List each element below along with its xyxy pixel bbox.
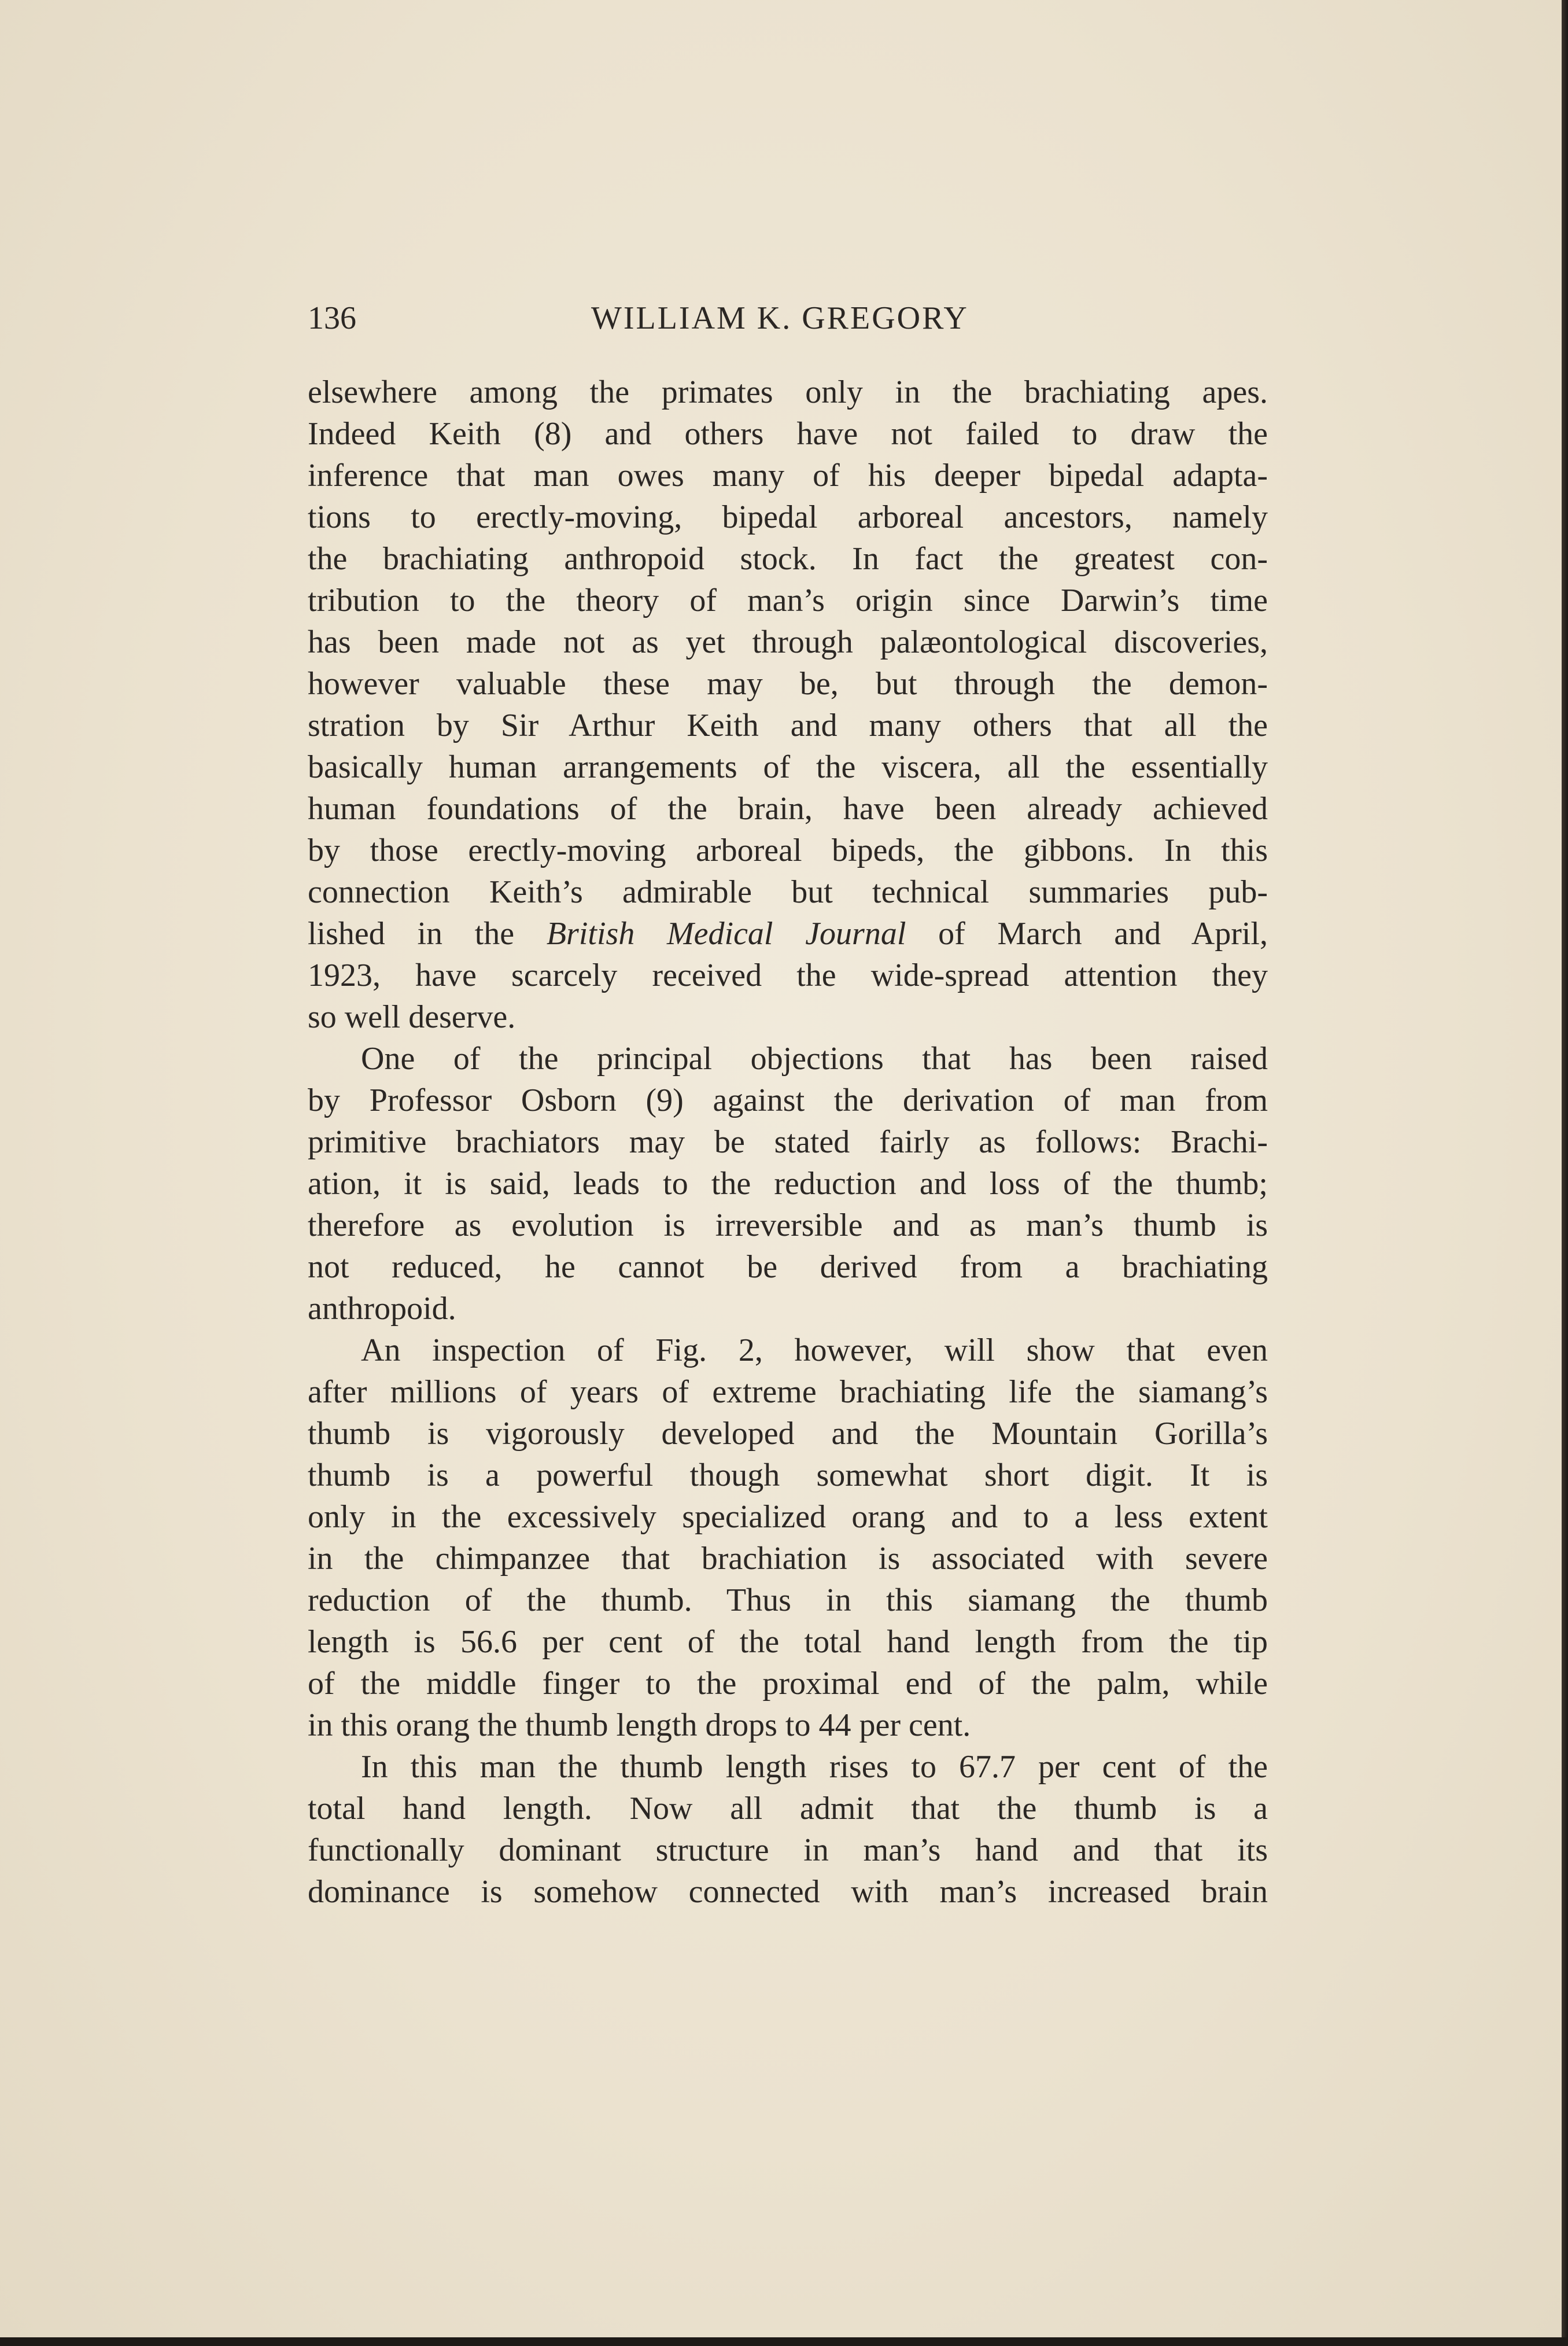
page-number: 136 xyxy=(308,300,356,336)
text-line-with-italic xyxy=(308,913,1268,955)
text-line: of the middle finger to the proximal end of the palm, while xyxy=(308,1666,1268,1702)
text-line: tions to erectly-moving, bipedal arboreal ancestors, namely xyxy=(308,499,1268,535)
text-line: ation, it is said, leads to the reduction and loss of the thumb; xyxy=(308,1166,1268,1202)
text-line: connection Keith’s admirable but technical summaries pub- xyxy=(308,874,1268,910)
page-header xyxy=(308,295,1268,341)
text-line: after millions of years of extreme brachiating life the siamang’s xyxy=(308,1374,1268,1410)
journal-title: British Medical Journal xyxy=(546,916,906,952)
text-line: inference that man owes many of his deeper bipedal adapta- xyxy=(308,458,1268,493)
text-line: human foundations of the brain, have been already achieved xyxy=(308,791,1268,827)
text-line: 1923, have scarcely received the wide-spread attention they xyxy=(308,957,1268,993)
text-line: In this man the thumb length rises to 67.7 per cent of the xyxy=(361,1749,1268,1785)
text-line: elsewhere among the primates only in the brachiating apes. xyxy=(308,374,1268,410)
text-line: in the chimpanzee that brachiation is associated with severe xyxy=(308,1541,1268,1577)
text-line: therefore as evolution is irreversible and as man’s thumb is xyxy=(308,1207,1268,1243)
text-line: tribution to the theory of man’s origin since Darwin’s time xyxy=(308,583,1268,618)
text-line: primitive brachiators may be stated fairly as follows: Brachi- xyxy=(308,1124,1268,1160)
text-line: by those erectly-moving arboreal bipeds, the gibbons. In this xyxy=(308,833,1268,868)
text-line: thumb is vigorously developed and the Mountain Gorilla’s xyxy=(308,1416,1268,1452)
text-line: in this orang the thumb length drops to 44 per cent. xyxy=(308,1707,971,1743)
text-line: basically human arrangements of the viscera, all the essentially xyxy=(308,749,1268,785)
page-edge-bottom xyxy=(0,2337,1568,2346)
running-head: WILLIAM K. GREGORY xyxy=(591,300,969,336)
text-line: length is 56.6 per cent of the total hand length from the tip xyxy=(308,1624,1268,1660)
text-line: only in the excessively specialized orang and to a less extent xyxy=(308,1499,1268,1535)
text-line: anthropoid. xyxy=(308,1291,456,1327)
text-line: the brachiating anthropoid stock. In fact the greatest con- xyxy=(308,541,1268,577)
text-line: stration by Sir Arthur Keith and many others that all the xyxy=(308,708,1268,743)
body-text xyxy=(308,371,1268,1913)
text-line: however valuable these may be, but through the demon- xyxy=(308,666,1268,702)
text-line: so well deserve. xyxy=(308,999,516,1035)
page-edge-right xyxy=(1562,0,1568,2346)
text-line: thumb is a powerful though somewhat short digit. It is xyxy=(308,1457,1268,1493)
text-line: dominance is somehow connected with man’s increased brain xyxy=(308,1874,1268,1910)
text-line: Indeed Keith (8) and others have not failed to draw the xyxy=(308,416,1268,452)
text-run: lished in the xyxy=(308,916,547,952)
text-line: has been made not as yet through palæontological discoveries, xyxy=(308,624,1268,660)
text-line: total hand length. Now all admit that the thumb is a xyxy=(308,1791,1268,1826)
text-line: One of the principal objections that has been raised xyxy=(361,1041,1268,1077)
text-line: reduction of the thumb. Thus in this siamang the thumb xyxy=(308,1582,1268,1618)
text-line: not reduced, he cannot be derived from a brachiating xyxy=(308,1249,1268,1285)
text-line: by Professor Osborn (9) against the derivation of man from xyxy=(308,1082,1268,1118)
text-run: of March and April, xyxy=(906,916,1268,952)
text-line: functionally dominant structure in man’s hand and that its xyxy=(308,1832,1268,1868)
text-line: An inspection of Fig. 2, however, will show that even xyxy=(361,1332,1268,1368)
